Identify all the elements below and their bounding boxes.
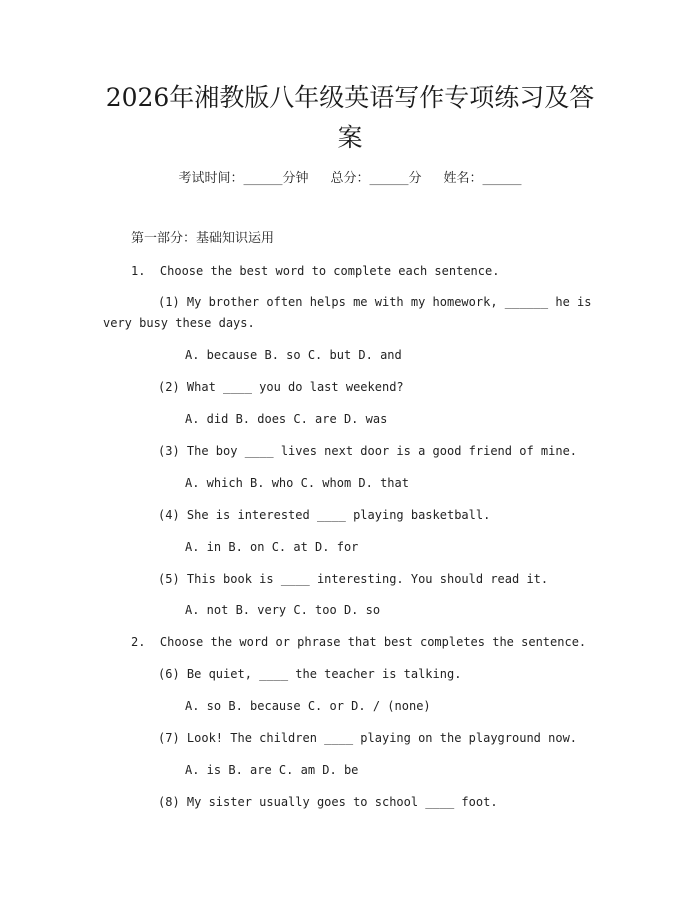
question-item-options: A. is B. are C. am D. be <box>185 763 359 777</box>
question-2-instruction: 2. Choose the word or phrase that best completes the sentence. <box>131 635 587 649</box>
exam-info-line <box>0 170 700 188</box>
exam-time-field: 考试时间：______分钟 <box>178 171 309 186</box>
question-item-stem: (2) What ____ you do last weekend? <box>158 380 404 394</box>
question-item-options: A. not B. very C. too D. so <box>185 603 381 617</box>
question-item-stem: (1) My brother often helps me with my homework, ______ he is <box>158 295 592 309</box>
question-item-stem: (4) She is interested ____ playing basketball. <box>158 508 491 522</box>
question-item-stem: (7) Look! The children ____ playing on the playground now. <box>158 731 578 745</box>
question-item-stem: (6) Be quiet, ____ the teacher is talking. <box>158 667 462 681</box>
question-item-options: A. because B. so C. but D. and <box>185 348 402 362</box>
question-item-stem: (5) This book is ____ interesting. You should read it. <box>158 572 549 586</box>
section-heading: 第一部分：基础知识运用 <box>131 231 275 246</box>
question-item-stem-continued: very busy these days. <box>103 316 255 330</box>
question-item-options: A. did B. does C. are D. was <box>185 412 388 426</box>
total-score-field: 总分：______分 <box>330 171 422 186</box>
question-item-stem: (8) My sister usually goes to school ____ foot. <box>158 795 498 809</box>
question-item-options: A. which B. who C. whom D. that <box>185 476 409 490</box>
document-title: 2026年湘教版八年级英语写作专项练习及答案 <box>105 83 595 152</box>
question-1-instruction: 1. Choose the best word to complete each sentence. <box>131 264 500 278</box>
question-item-options: A. so B. because C. or D. / (none) <box>185 699 431 713</box>
student-name-field: 姓名：______ <box>443 171 522 186</box>
question-item-options: A. in B. on C. at D. for <box>185 540 359 554</box>
question-item-stem: (3) The boy ____ lives next door is a good friend of mine. <box>158 444 578 458</box>
